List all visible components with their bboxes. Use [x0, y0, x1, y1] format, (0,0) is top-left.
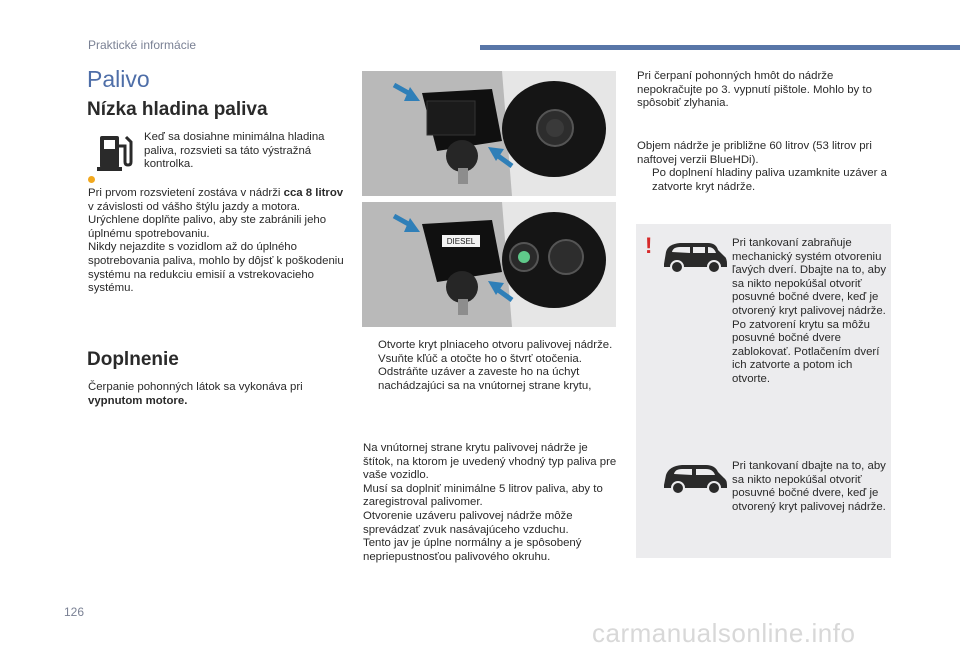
low-fuel-heading: Nízka hladina paliva	[87, 99, 268, 120]
lock-step-item: Po doplnení hladiny paliva uzamknite uzáver a zatvorte kryt nádrže.	[652, 167, 887, 193]
warning-dot	[88, 176, 95, 183]
refuel-heading: Doplnenie	[87, 349, 179, 370]
watermark: carmanualsonline.info	[592, 618, 856, 648]
diesel-sticker: DIESEL	[446, 237, 476, 246]
section-label: Praktické informácie	[88, 38, 197, 52]
refuel-text	[88, 381, 344, 408]
van-icon	[660, 240, 728, 274]
warning-exclamation: !	[645, 233, 653, 258]
fuel-info-text: Na vnútornej strane krytu palivovej nádrže je štítok, na ktorom je uvedený vhodný typ paliva pre vaše vozidlo. Musí sa doplniť minimálne 5 litrov paliva, aby to zaregistroval palivomer. Otvorenie uzáveru palivovej nádrže môže sprevádzať zvuk nasávajúceho vzduchu. Tento jav je úplne normálny a je spôsobený nepriepustnosťou palivového okruhu.	[363, 442, 617, 563]
refuel-prefix: Čerpanie pohonných látok sa vykonáva pri	[88, 381, 303, 393]
step-item: Otvorte kryt plniaceho otvoru palivovej nádrže.	[378, 339, 613, 351]
fuel-flap-photo-1	[362, 71, 616, 196]
step-item: Odstráňte uzáver a zaveste ho na úchyt nachádzajúci sa na vnútornej strane krytu,	[378, 366, 592, 392]
steps-list	[363, 339, 615, 393]
header-bar	[480, 45, 960, 50]
page-number: 126	[64, 605, 85, 619]
para-prefix: Pri prvom rozsvietení zostáva v nádrži	[88, 187, 284, 199]
para-2: Urýchlene doplňte palivo, aby ste zabránili jeho úplnému spotrebovaniu.	[88, 214, 327, 240]
warning-note-2: Pri tankovaní dbajte na to, aby sa nikto nepokúšal otvoriť posuvné bočné dvere, keď je otvorený kryt palivovej nádrže.	[732, 460, 886, 513]
lock-step	[637, 167, 889, 194]
fuel-flap-photo-2	[362, 202, 616, 327]
warning-light-text: Keď sa dosiahne minimálna hladina paliva, rozsvieti sa táto výstražná kontrolka.	[144, 131, 325, 171]
para-bold: cca 8 litrov	[283, 187, 344, 199]
capacity-text: Objem nádrže je približne 60 litrov (53 litrov pri naftovej verzii BlueHDi).	[637, 140, 872, 166]
van-short-icon	[660, 461, 728, 495]
low-fuel-paragraph	[88, 187, 344, 296]
step-item: Vsuňte kľúč a otočte ho o štvrť otočenia.	[378, 352, 582, 365]
pump-note: Pri čerpaní pohonných hmôt do nádrže nepokračujte po 3. vypnutí pištole. Mohlo by to spôsobiť zlyhania.	[637, 70, 872, 110]
para-3: Nikdy nejazdite s vozidlom až do úplného spotrebovania paliva, mohlo by dôjsť k poškodeniu systému na redukciu emisií a vstrekovacieho systému.	[88, 241, 344, 295]
warning-note-1: Pri tankovaní zabraňuje mechanický systém otvoreniu ľavých dverí. Dbajte na to, aby sa nikto nepokúšal otvoriť posuvné bočné dvere, keď je otvorený kryt palivovej nádrže. Po zatvorení krytu sa môžu posuvné bočné dvere zablokovať. Potlačením dverí ich zatvorte a potom ich otvorte.	[732, 237, 887, 385]
page-title: Palivo	[87, 66, 150, 92]
refuel-bold: vypnutom motore.	[88, 394, 188, 407]
para-suffix: v závislosti od vášho štýlu jazdy a motora.	[88, 200, 301, 213]
fuel-pump-icon	[97, 132, 133, 172]
